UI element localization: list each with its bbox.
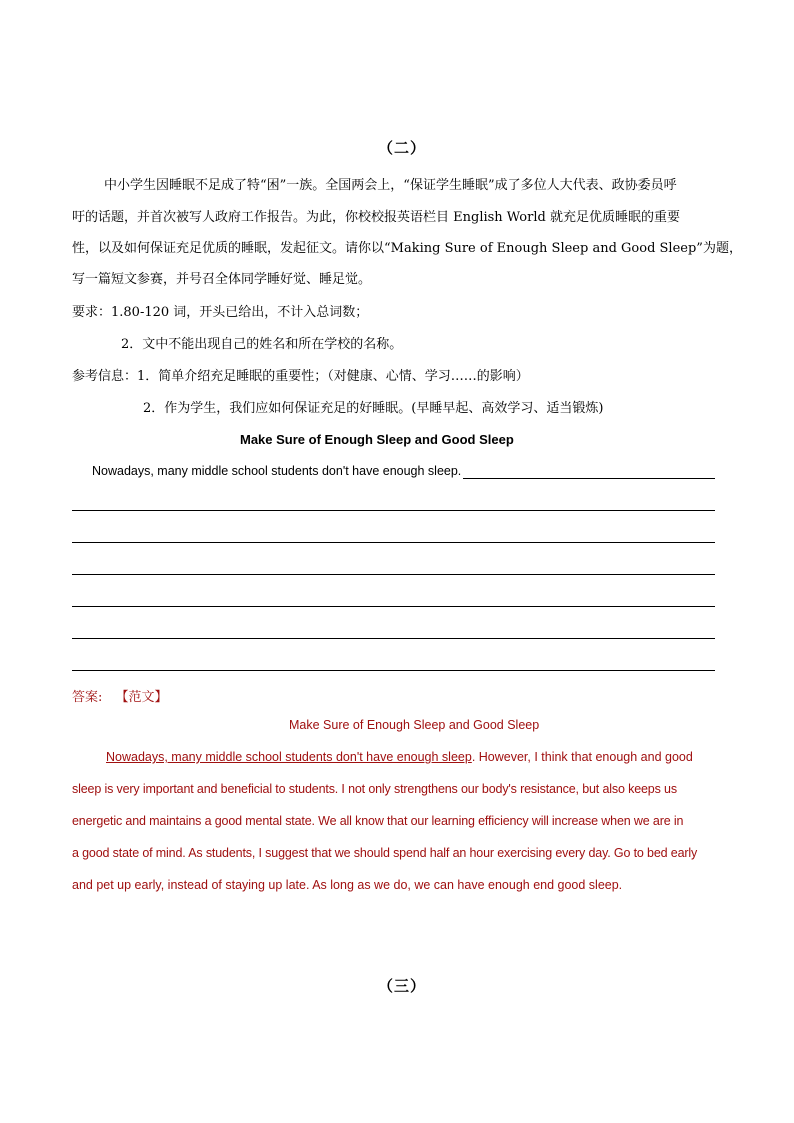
section-heading-3: （三） [378, 977, 427, 995]
prompt-line: 中小学生因睡眠不足成了特“困”一族。全国两会上，“保证学生睡眠”成了多位人大代表、政协委员呼 [104, 178, 677, 193]
model-essay-text: . However, I think that enough and good [471, 750, 693, 764]
model-essay-line [106, 750, 693, 764]
prompt-line: 吁的话题，并首次被写人政府工作报告。为此，你校校报英语栏目 English World 就充足优质睡眠的重要 [72, 210, 680, 225]
reference-info-line-2: 2．作为学生，我们应如何保证充足的好睡眠。(早睡早起、高效学习、适当锻炼) [143, 401, 604, 416]
model-essay-line: and pet up early, instead of staying up late. As long as we do, we can have enough end good sleep. [72, 878, 623, 892]
model-essay-tag: 【范文】 [115, 690, 168, 705]
model-essay-line: a good state of mind. As students, I suggest that we should spend half an hour exercising every day. Go to bed early [72, 846, 698, 860]
prompt-line: 写一篇短文参赛，并号召全体同学睡好觉、睡足觉。 [72, 272, 372, 287]
writing-line[interactable] [72, 574, 715, 575]
writing-line[interactable] [72, 542, 715, 543]
writing-line[interactable] [72, 670, 715, 671]
model-essay-title: Make Sure of Enough Sleep and Good Sleep [289, 718, 540, 732]
essay-opening: Nowadays, many middle school students don't have enough sleep. [92, 464, 462, 478]
model-essay-line: energetic and maintains a good mental state. We all know that our learning efficiency will increase when we are in [72, 814, 684, 828]
answer-header [72, 686, 168, 705]
requirement-line-1: 要求：1.80-120 词，开头已给出，不计入总词数； [72, 305, 369, 320]
answer-label: 答案: [72, 690, 103, 705]
writing-line[interactable] [72, 510, 715, 511]
writing-line[interactable] [72, 638, 715, 639]
writing-line[interactable] [72, 606, 715, 607]
section-heading-2: （二） [378, 139, 427, 157]
prompt-line: 性，以及如何保证充足优质的睡眠，发起征文。请你以“Making Sure of Enough Sleep and Good Sleep”为题， [72, 241, 742, 256]
essay-title: Make Sure of Enough Sleep and Good Sleep [240, 432, 514, 447]
model-essay-opening: Nowadays, many middle school students don't have enough sleep [106, 750, 472, 764]
writing-line[interactable] [463, 478, 715, 479]
reference-info-line-1: 参考信息：1．简单介绍充足睡眠的重要性；（对健康、心情、学习……的影响） [72, 369, 529, 384]
model-essay-line: sleep is very important and beneficial to students. I not only strengthens our body's resistance, but also keeps us [72, 782, 677, 796]
requirement-line-2: 2．文中不能出现自己的姓名和所在学校的名称。 [121, 337, 403, 352]
